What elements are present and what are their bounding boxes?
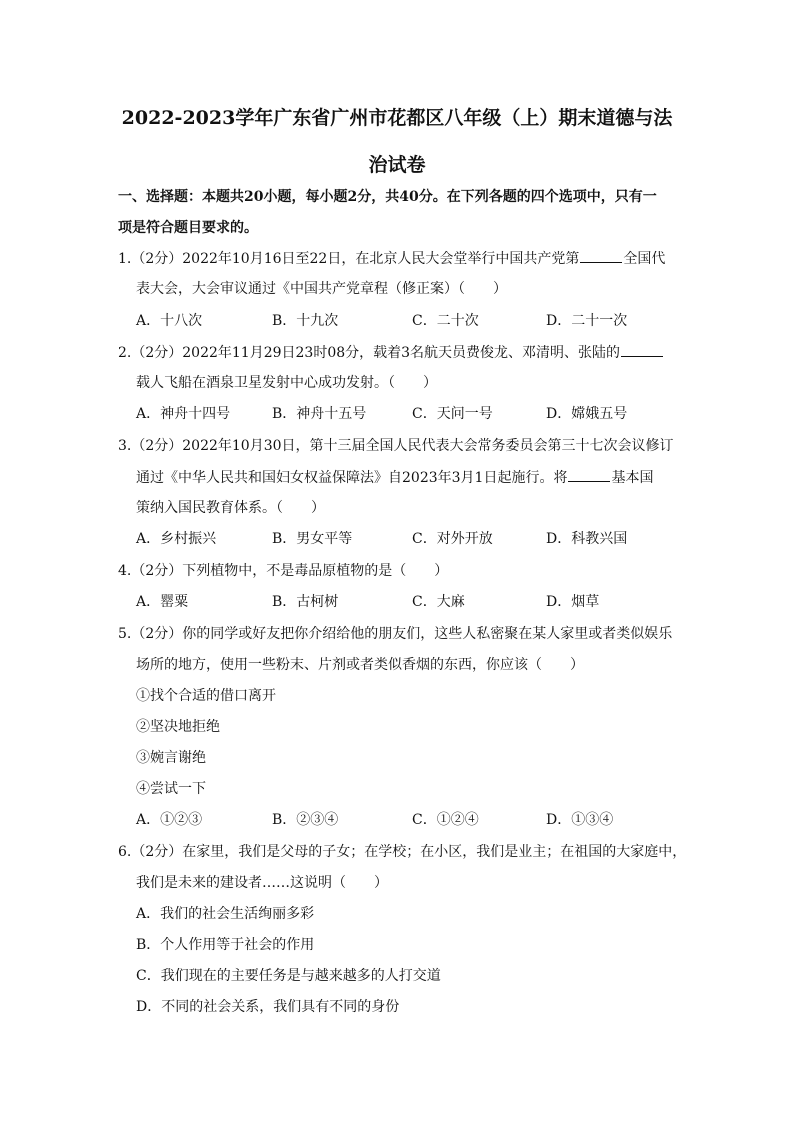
exam-title-line2: 治试卷: [368, 154, 426, 176]
question-1-text: 1.（2分）2022年10月16日至22日，在北京人民大会堂举行中国共产党第: [118, 251, 580, 267]
option-b[interactable]: B．神舟十五号: [272, 406, 367, 422]
question-5-paren-close: ）: [570, 657, 584, 673]
section-heading-line1: 一、选择题：本题共20小题，每小题2分，共40分。在下列各题的四个选项中，只有一: [118, 189, 657, 205]
option-b[interactable]: B．个人作用等于社会的作用: [136, 937, 315, 953]
question-3-line1: 3.（2分）2022年10月30日，第十三届全国人民代表大会常务委员会第三十七次会议修订: [118, 438, 674, 454]
question-3-text-cont: 基本国: [611, 470, 654, 486]
question-1-line2: [136, 279, 507, 299]
section-heading-line2: 项是符合题目要求的。: [118, 220, 258, 236]
option-b[interactable]: B．古柯树: [272, 594, 339, 610]
option-b[interactable]: B．男女平等: [272, 531, 353, 547]
option-d[interactable]: D．烟草: [546, 594, 600, 610]
option-c[interactable]: C．对外开放: [412, 531, 493, 547]
question-6-text: 我们是未来的建设者……这说明（: [136, 875, 346, 891]
question-3-options: [136, 529, 696, 549]
option-a[interactable]: A．我们的社会生活绚丽多彩: [136, 906, 315, 922]
section-heading: [118, 182, 688, 244]
option-a[interactable]: A．罂粟: [136, 594, 189, 610]
option-c[interactable]: C．二十次: [412, 313, 479, 329]
question-4-line1: [118, 561, 448, 581]
question-3-text: 策纳入国民教育体系。（: [136, 500, 283, 516]
question-5-item-3: ③婉言谢绝: [136, 750, 206, 766]
question-1-text: 表大会，大会审议通过《中国共产党章程（修正案）（: [136, 281, 465, 297]
option-c[interactable]: C．我们现在的主要任务是与越来越多的人打交道: [136, 968, 441, 984]
question-5-text: 场所的地方，使用一些粉末、片剂或者类似香烟的东西，你应该（: [136, 657, 542, 673]
option-c[interactable]: C．大麻: [412, 594, 465, 610]
exam-title-line1: 2022-2023学年广东省广州市花都区八年级（上）期末道德与法: [121, 107, 673, 129]
question-5-options: [136, 810, 696, 830]
option-c[interactable]: C．①②④: [412, 812, 479, 828]
question-3-line3: [136, 498, 325, 518]
option-a[interactable]: A．乡村振兴: [136, 531, 217, 547]
option-a[interactable]: A．神舟十四号: [136, 406, 231, 422]
question-2-paren-close: ）: [423, 375, 437, 391]
option-d[interactable]: D．嫦娥五号: [546, 406, 628, 422]
option-b[interactable]: B．②③④: [272, 812, 339, 828]
answer-blank: [580, 248, 622, 263]
option-d[interactable]: D．不同的社会关系，我们具有不同的身份: [136, 999, 400, 1015]
option-d[interactable]: D．科教兴国: [546, 531, 628, 547]
question-5-line2: [136, 655, 584, 675]
question-3-paren-close: ）: [311, 500, 325, 516]
question-2-text: 2.（2分）2022年11月29日23时08分，载着3名航天员费俊龙、邓清明、张陆的: [118, 345, 621, 361]
option-d[interactable]: D．①③④: [546, 812, 614, 828]
question-4-options: [136, 592, 696, 612]
question-5-item-4: ④尝试一下: [136, 781, 206, 797]
option-a[interactable]: A．①②③: [136, 812, 203, 828]
question-2-line2: [136, 373, 437, 393]
question-2-line1: [118, 342, 664, 362]
question-5-item-1: ①找个合适的借口离开: [136, 688, 276, 704]
option-d[interactable]: D．二十一次: [546, 313, 628, 329]
option-a[interactable]: A．十八次: [136, 313, 203, 329]
question-2-text: 载人飞船在酒泉卫星发射中心成功发射。（: [136, 375, 395, 391]
question-3-line2: [136, 467, 653, 487]
question-5-item-2: ②坚决地拒绝: [136, 719, 220, 735]
question-1-paren-close: ）: [493, 281, 507, 297]
question-1-text-cont: 全国代: [623, 251, 666, 267]
option-c[interactable]: C．天问一号: [412, 406, 493, 422]
question-6-line1: 6.（2分）在家里，我们是父母的子女；在学校；在小区，我们是业主；在祖国的大家庭中，: [118, 844, 687, 860]
question-1-options: [136, 311, 696, 331]
question-2-options: [136, 404, 696, 424]
question-4-paren-close: ）: [434, 563, 449, 579]
question-6-paren-close: ）: [374, 875, 388, 891]
question-3-text: 通过《中华人民共和国妇女权益保障法》自2023年3月1日起施行。将: [136, 470, 568, 486]
question-4-text: 4.（2分）下列植物中，不是毒品原植物的是（: [118, 563, 407, 579]
option-b[interactable]: B．十九次: [272, 313, 339, 329]
answer-blank: [621, 342, 663, 357]
question-6-line2: [136, 873, 388, 893]
question-5-line1: 5.（2分）你的同学或好友把你介绍给他的朋友们，这些人私密聚在某人家里或者类似娱乐: [118, 626, 673, 642]
answer-blank: [568, 467, 610, 482]
question-1-line1: [118, 248, 665, 268]
